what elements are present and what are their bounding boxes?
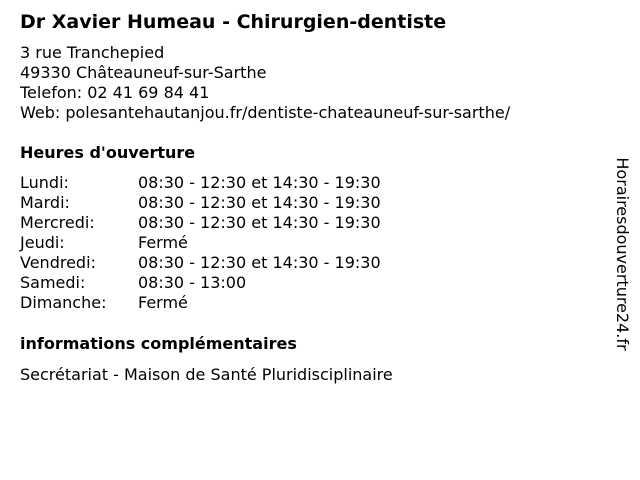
day-label: Dimanche: [20,293,107,312]
hours-row-thursday [20,233,610,253]
hours-row-friday [20,253,610,273]
hours-row-monday [20,173,610,193]
practice-card [20,10,610,385]
day-label: Lundi: [20,173,69,192]
day-label: Vendredi: [20,253,96,272]
day-label: Mercredi: [20,213,95,232]
opening-hours-table [20,173,610,313]
day-hours: 08:30 - 12:30 et 14:30 - 19:30 [138,193,381,212]
day-hours: Fermé [138,293,188,312]
day-hours: 08:30 - 12:30 et 14:30 - 19:30 [138,213,381,232]
page-title: Dr Xavier Humeau - Chirurgien-dentiste [20,11,447,33]
day-hours: 08:30 - 12:30 et 14:30 - 19:30 [138,173,381,192]
street-address: 3 rue Tranchepied [20,43,165,62]
day-label: Jeudi: [20,233,65,252]
day-label: Samedi: [20,273,86,292]
address-block [20,43,610,123]
day-hours: 08:30 - 12:30 et 14:30 - 19:30 [138,253,381,272]
city-postcode: 49330 Châteauneuf-sur-Sarthe [20,63,267,82]
site-watermark: Horairesdouverture24.fr [613,157,632,351]
phone-number: Telefon: 02 41 69 84 41 [20,83,210,102]
opening-hours-heading: Heures d'ouverture [20,143,196,162]
hours-row-wednesday [20,213,610,233]
day-label: Mardi: [20,193,70,212]
day-hours: 08:30 - 13:00 [138,273,247,292]
additional-info-heading: informations complémentaires [20,334,297,353]
website-url: Web: polesantehautanjou.fr/dentiste-chateauneuf-sur-sarthe/ [20,103,511,122]
hours-row-tuesday [20,193,610,213]
day-hours: Fermé [138,233,188,252]
hours-row-sunday [20,293,610,313]
additional-info-text: Secrétariat - Maison de Santé Pluridisciplinaire [20,365,393,384]
hours-row-saturday [20,273,610,293]
